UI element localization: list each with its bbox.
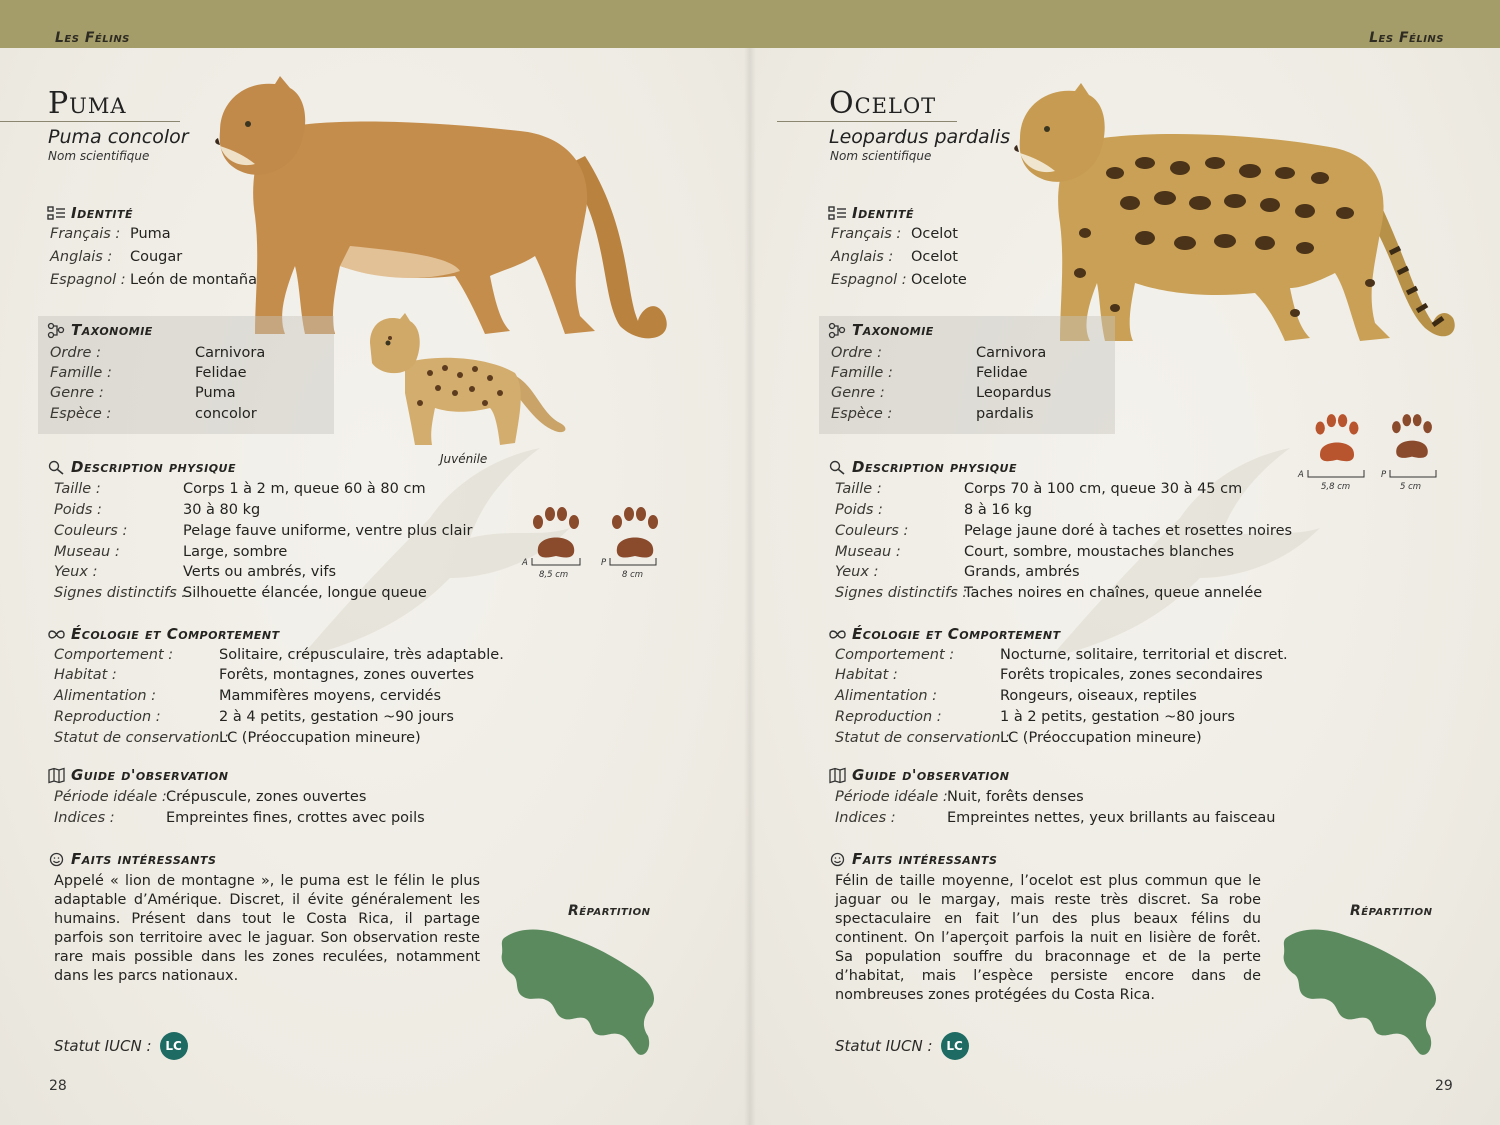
page-title: Puma	[48, 86, 127, 121]
page-title: Ocelot	[829, 86, 937, 121]
paw-search-icon	[48, 460, 65, 475]
page-left-puma	[0, 30, 750, 1125]
title-rule	[0, 121, 180, 122]
section-facts-title	[48, 850, 216, 868]
row-value: LC (Préoccupation mineure)	[1000, 730, 1202, 746]
ocelot-illustration	[1005, 83, 1460, 353]
row-label: Famille :	[50, 365, 112, 381]
row-value: León de montaña	[130, 272, 257, 288]
row-value: Pelage jaune doré à taches et rosettes noires	[964, 523, 1293, 539]
row-label: Espèce :	[50, 406, 112, 422]
section-label: Écologie et Comportement	[852, 625, 1061, 643]
row-value: Silhouette élancée, longue queue	[183, 585, 427, 601]
iucn-label: Statut IUCN :	[835, 1037, 933, 1055]
row-value: LC (Préoccupation mineure)	[219, 730, 421, 746]
section-label: Identité	[71, 204, 134, 222]
facts-paragraph: Félin de taille moyenne, l’ocelot est plus commun que le jaguar ou le margay, mais reste très discret. Sa robe spectaculaire en fait l’un des plus beaux félins du continent. On l’aperçoit parfois la nuit en lisière de forêt. Sa population souffre du braconnage et de la perte d’habitat, mais l’espèce persiste encore dans de nombreuses zones protégées du Costa Rica.	[835, 873, 1261, 1003]
row-value: Corps 1 à 2 m, queue 60 à 80 cm	[183, 481, 426, 497]
row-value: Ocelot	[911, 249, 958, 265]
row-label: Espagnol :	[831, 272, 907, 288]
iucn-label: Statut IUCN :	[54, 1037, 152, 1055]
row-label: Ordre :	[831, 345, 882, 361]
iucn-badge: LC	[160, 1032, 188, 1060]
row-value: Carnivora	[976, 345, 1047, 361]
costa-rica-map	[1282, 926, 1442, 1061]
section-label: Taxonomie	[71, 321, 153, 339]
row-value: Leopardus	[976, 385, 1052, 401]
row-label: Comportement :	[835, 647, 955, 663]
row-label: Taille :	[835, 481, 882, 497]
section-label: Écologie et Comportement	[71, 625, 280, 643]
section-label: Identité	[852, 204, 915, 222]
section-description-title	[829, 458, 1017, 476]
row-value: Taches noires en chaînes, queue annelée	[964, 585, 1263, 601]
iucn-status	[54, 1032, 188, 1060]
row-label: Indices :	[54, 810, 115, 826]
running-head: Les Félins	[1369, 30, 1444, 46]
section-label: Guide d'observation	[71, 766, 229, 784]
costa-rica-map	[500, 926, 660, 1061]
infinity-icon	[829, 627, 846, 642]
row-label: Alimentation :	[54, 688, 157, 704]
row-value: Rongeurs, oiseaux, reptiles	[1000, 688, 1197, 704]
tree-icon	[829, 323, 846, 338]
row-label: Poids :	[54, 502, 102, 518]
paw-label-hind-letter: P	[1381, 470, 1387, 480]
row-label: Habitat :	[835, 667, 898, 683]
section-ecology-title	[829, 625, 1061, 643]
row-label: Indices :	[835, 810, 896, 826]
row-value: Carnivora	[195, 345, 266, 361]
map-icon	[48, 768, 65, 783]
paw-size-front: 8,5 cm	[539, 570, 569, 580]
row-label: Couleurs :	[835, 523, 909, 539]
row-label: Français :	[50, 226, 121, 242]
row-label: Famille :	[831, 365, 893, 381]
row-label: Reproduction :	[54, 709, 161, 725]
row-value: 1 à 2 petits, gestation ~80 jours	[1000, 709, 1235, 725]
row-label: Ordre :	[50, 345, 101, 361]
book-spread	[0, 30, 1500, 1125]
section-label: Faits intéressants	[852, 850, 998, 868]
section-identity-title	[829, 204, 914, 222]
row-value: 8 à 16 kg	[964, 502, 1032, 518]
row-value: 2 à 4 petits, gestation ~90 jours	[219, 709, 454, 725]
title-rule	[777, 121, 957, 122]
row-label: Espagnol :	[50, 272, 126, 288]
row-label: Comportement :	[54, 647, 174, 663]
scientific-name: Leopardus pardalis	[829, 126, 1011, 148]
infinity-icon	[48, 627, 65, 642]
row-label: Habitat :	[54, 667, 117, 683]
paw-scale-lines	[1306, 468, 1441, 480]
row-value: Nuit, forêts denses	[947, 789, 1084, 805]
row-value: Empreintes nettes, yeux brillants au faisceau	[947, 810, 1276, 826]
row-label: Museau :	[835, 544, 901, 560]
row-label: Yeux :	[54, 564, 98, 580]
row-value: Large, sombre	[183, 544, 288, 560]
map-icon	[829, 768, 846, 783]
row-label: Statut de conservation :	[54, 730, 229, 746]
row-value: Ocelote	[911, 272, 967, 288]
row-value: Nocturne, solitaire, territorial et discret.	[1000, 647, 1288, 663]
row-label: Signes distinctifs :	[54, 585, 187, 601]
list-icon	[829, 206, 846, 221]
row-label: Anglais :	[831, 249, 894, 265]
row-value: Solitaire, crépusculaire, très adaptable.	[219, 647, 504, 663]
paw-print-front	[1307, 415, 1367, 471]
paw-size-hind: 5 cm	[1400, 482, 1422, 492]
row-value: Forêts tropicales, zones secondaires	[1000, 667, 1263, 683]
row-label: Français :	[831, 226, 902, 242]
row-value: 30 à 80 kg	[183, 502, 261, 518]
section-label: Faits intéressants	[71, 850, 217, 868]
section-identity-title	[48, 204, 133, 222]
row-label: Poids :	[835, 502, 883, 518]
page-right-ocelot	[750, 30, 1500, 1125]
row-label: Statut de conservation :	[835, 730, 1010, 746]
row-value: concolor	[195, 406, 257, 422]
page-number: 28	[49, 1078, 67, 1094]
row-label: Taille :	[54, 481, 101, 497]
repartition-title: Répartition	[568, 903, 651, 919]
section-label: Description physique	[71, 458, 237, 476]
juvenile-label: Juvénile	[440, 452, 488, 466]
paw-label-front-letter: A	[1298, 470, 1304, 480]
running-head: Les Félins	[55, 30, 130, 46]
iucn-badge: LC	[941, 1032, 969, 1060]
paw-print-hind	[1385, 415, 1439, 467]
row-value: Ocelot	[911, 226, 958, 242]
row-label: Couleurs :	[54, 523, 128, 539]
section-description-title	[48, 458, 236, 476]
row-value: Felidae	[976, 365, 1028, 381]
section-facts-title	[829, 850, 997, 868]
iucn-status	[835, 1032, 969, 1060]
section-taxonomy-title	[48, 321, 153, 339]
row-label: Museau :	[54, 544, 120, 560]
paw-label-front-letter: A	[522, 558, 528, 568]
section-guide-title	[829, 766, 1009, 784]
paw-label-hind-letter: P	[601, 558, 607, 568]
paw-size-front: 5,8 cm	[1321, 482, 1351, 492]
row-label: Période idéale :	[835, 789, 948, 805]
row-label: Yeux :	[835, 564, 879, 580]
row-value: Felidae	[195, 365, 247, 381]
row-label: Signes distinctifs :	[835, 585, 968, 601]
section-label: Description physique	[852, 458, 1018, 476]
row-label: Espèce :	[831, 406, 893, 422]
row-value: Cougar	[130, 249, 183, 265]
scientific-name: Puma concolor	[48, 126, 189, 148]
section-taxonomy-title	[829, 321, 934, 339]
row-value: Empreintes fines, crottes avec poils	[166, 810, 425, 826]
facts-paragraph: Appelé « lion de montagne », le puma est le félin le plus adaptable d’Amérique. Discret, il évite généralement les humains. Présent dans tout le Costa Rica, il partage parfois son territoire avec le jaguar. Son observation reste rare mais possible dans les zones reculées, notamment dans les parcs nationaux.	[54, 873, 480, 984]
paw-search-icon	[829, 460, 846, 475]
page-number: 29	[1435, 1078, 1453, 1094]
row-value: Corps 70 à 100 cm, queue 30 à 45 cm	[964, 481, 1243, 497]
smile-icon	[829, 852, 846, 867]
row-label: Alimentation :	[835, 688, 938, 704]
row-value: Grands, ambrés	[964, 564, 1080, 580]
section-ecology-title	[48, 625, 280, 643]
row-value: Pelage fauve uniforme, ventre plus clair	[183, 523, 473, 539]
scientific-note: Nom scientifique	[830, 149, 932, 163]
row-value: Forêts, montagnes, zones ouvertes	[219, 667, 475, 683]
row-label: Période idéale :	[54, 789, 167, 805]
list-icon	[48, 206, 65, 221]
section-guide-title	[48, 766, 228, 784]
top-header-bar	[0, 0, 1500, 48]
paw-scale-lines	[530, 556, 660, 568]
row-value: Verts ou ambrés, vifs	[183, 564, 337, 580]
row-value: Court, sombre, moustaches blanches	[964, 544, 1235, 560]
tree-icon	[48, 323, 65, 338]
row-value: Puma	[130, 226, 171, 242]
row-label: Genre :	[831, 385, 885, 401]
paw-size-hind: 8 cm	[622, 570, 644, 580]
puma-juvenile-illustration	[360, 313, 570, 453]
row-label: Reproduction :	[835, 709, 942, 725]
row-label: Anglais :	[50, 249, 113, 265]
row-value: Puma	[195, 385, 236, 401]
scientific-note: Nom scientifique	[48, 149, 150, 163]
row-value: Mammifères moyens, cervidés	[219, 688, 442, 704]
repartition-title: Répartition	[1350, 903, 1433, 919]
smile-icon	[48, 852, 65, 867]
book-gutter	[744, 48, 756, 1125]
section-label: Taxonomie	[852, 321, 934, 339]
section-label: Guide d'observation	[852, 766, 1010, 784]
row-value: pardalis	[976, 406, 1034, 422]
row-label: Genre :	[50, 385, 104, 401]
row-value: Crépuscule, zones ouvertes	[166, 789, 367, 805]
